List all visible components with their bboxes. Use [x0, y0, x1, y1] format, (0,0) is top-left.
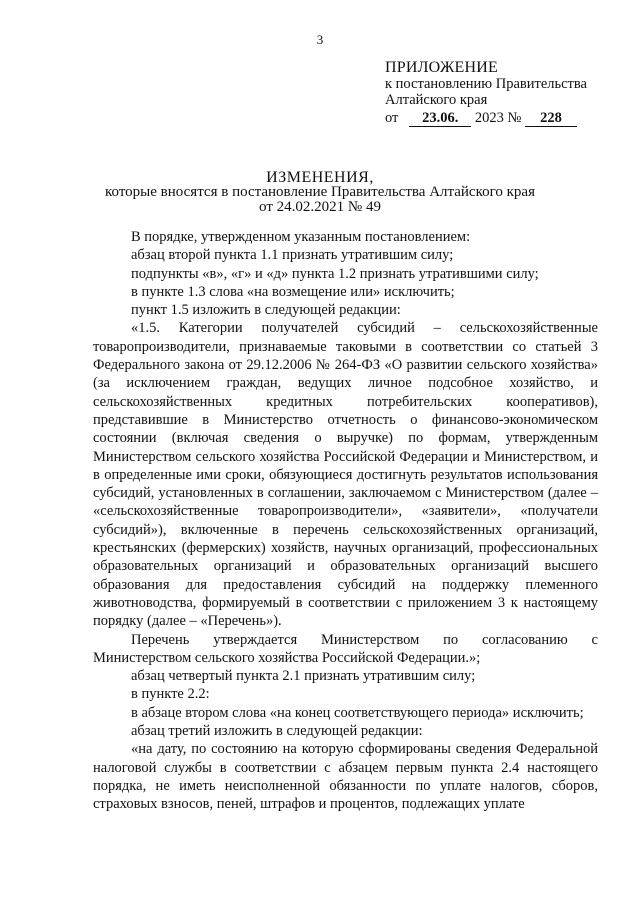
paragraph: В порядке, утвержденном указанным постановлением: — [131, 229, 471, 245]
appendix-block — [385, 60, 587, 127]
paragraph: Перечень утверждается Министерством по согласованию с Министерством сельского хозяйства Российской Федерации.»; — [93, 631, 598, 666]
document-heading — [0, 170, 640, 215]
appendix-date: 23.06. — [409, 111, 471, 127]
paragraph: «1.5. Категории получателей субсидий – сельскохозяйственные товаропроизводители, признаваемые таковыми в соответствии со статьей 3 Федерального закона от 29.12.2006 № 264-ФЗ «О развитии сельского хозяйства» (за исключением граждан, ведущих личное подсобное хозяйство, и сельскохозяйственных кредитных потребительских кооперативов), представившие в Министерство отчетность о финансово-экономическом состоянии (включая сведения о выручке) по формам, утвержденным Министерством сельского хозяйства Российской Федерации и Министерством, и в определенные ими сроки, обязующиеся достигнуть результатов использования субсидий, установленных в соглашении, заключаемом с Министерством (далее – «сельскохозяйственные товаропроизводители», «заявители», «получатели субсидий»), включенные в перечень сельскохозяйственных организаций, крестьянских (фермерских) хозяйств, научных организаций, профессиональных образовательных организаций и образовательных организаций высшего образования для предоставления субсидий на поддержку племенного животноводства, формируемый в соответствии с приложением 3 к настоящему порядку (далее – «Перечень»). — [93, 320, 598, 630]
appendix-year: 2023 — [474, 110, 504, 126]
page-number: 3 — [316, 32, 324, 47]
appendix-title: ПРИЛОЖЕНИЕ — [385, 59, 499, 76]
paragraph: абзац третий изложить в следующей редакции: — [131, 723, 423, 740]
appendix-date-line — [385, 110, 587, 127]
appendix-line-2: Алтайского края — [385, 92, 488, 108]
paragraph: абзац второй пункта 1.1 признать утратившим силу; — [131, 247, 454, 264]
paragraph: пункт 1.5 изложить в следующей редакции: — [131, 302, 401, 319]
paragraph: абзац четвертый пункта 2.1 признать утратившим силу; — [131, 668, 476, 685]
heading-line-1: которые вносятся в постановление Правительства Алтайского края — [104, 184, 535, 200]
appendix-line-1: к постановлению Правительства — [385, 76, 587, 92]
paragraph: в абзаце втором слова «на конец соответствующего периода» исключить; — [131, 704, 584, 721]
paragraph: в пункте 2.2: — [131, 686, 210, 703]
appendix-number: 228 — [525, 111, 577, 127]
date-prefix: от — [385, 110, 399, 126]
heading-title: ИЗМЕНЕНИЯ, — [266, 169, 374, 186]
paragraph: подпункты «в», «г» и «д» пункта 1.2 признать утратившими силу; — [131, 265, 539, 282]
number-sign: № — [507, 110, 522, 126]
paragraph: в пункте 1.3 слова «на возмещение или» исключить; — [131, 283, 455, 300]
paragraph: «на дату, по состоянию на которую сформированы сведения Федеральной налоговой службы в соответствии с абзацем первым пункта 2.4 настоящего порядка, не иметь неисполненной обязанности по уплате налогов, сборов, страховых взносов, пеней, штрафов и процентов, подлежащих уплате — [93, 741, 598, 813]
heading-line-2: от 24.02.2021 № 49 — [259, 199, 381, 215]
document-body — [93, 228, 598, 814]
